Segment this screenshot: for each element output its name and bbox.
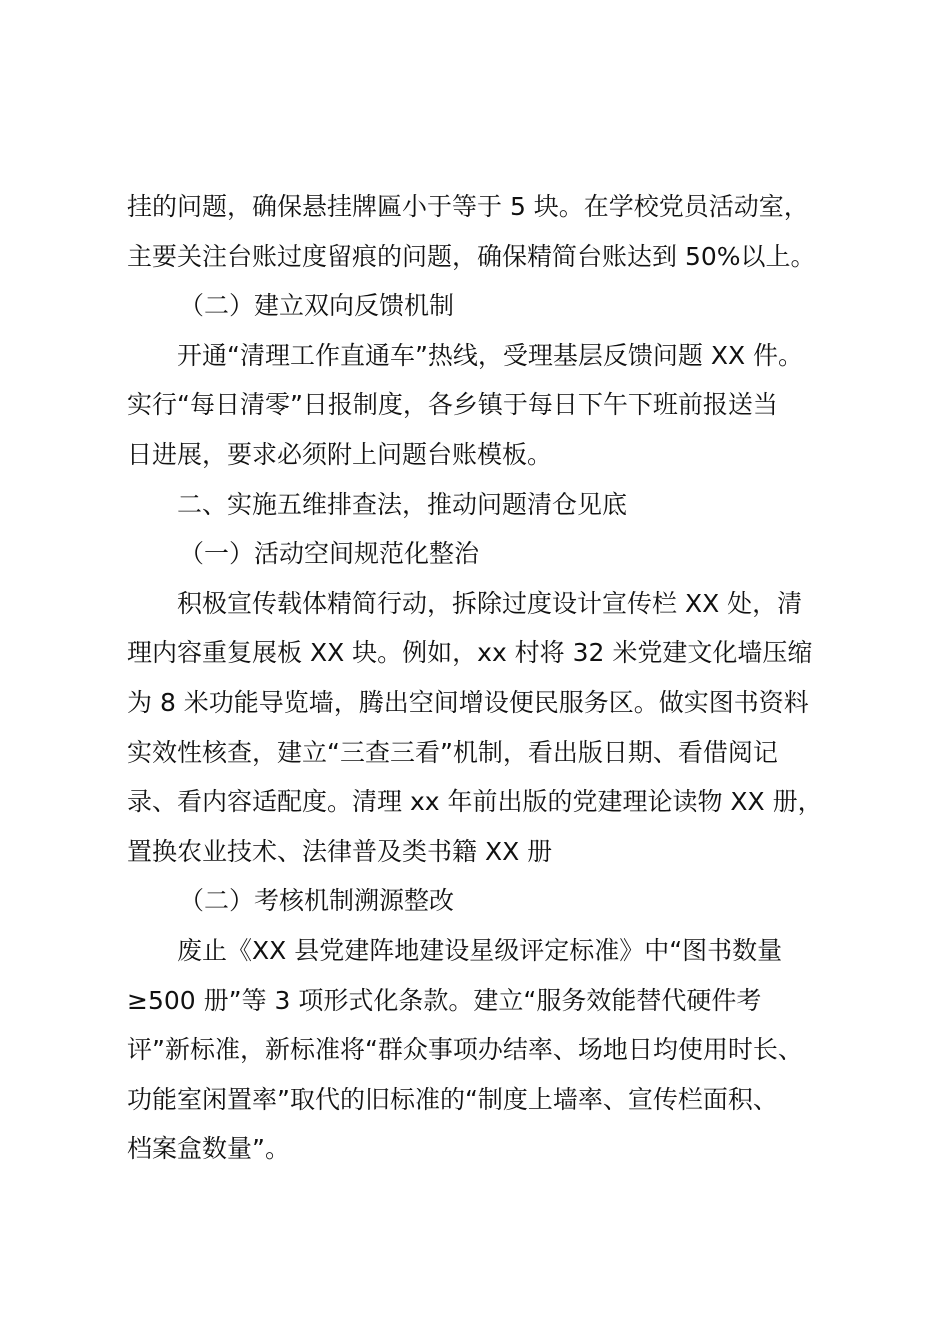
- body-text-line: 实效性核查，建立“三查三看”机制，看出版日期、看借阅记: [127, 737, 778, 767]
- body-text-line: 档案盒数量”。: [127, 1134, 290, 1164]
- body-text-line: 置换农业技术、法律普及类书籍 XX 册: [127, 836, 553, 866]
- body-text-line: 评”新标准，新标准将“群众事项办结率、场地日均使用时长、: [127, 1035, 803, 1065]
- body-text-line: 挂的问题，确保悬挂牌匾小于等于 5 块。在学校党员活动室，: [127, 192, 809, 221]
- paragraph-first-line: 废止《XX 县党建阵地建设星级评定标准》中“图书数量: [177, 935, 783, 965]
- body-text-line: 为 8 米功能导览墙，腾出空间增设便民服务区。做实图书资料: [127, 687, 809, 717]
- body-text-line: 功能室闲置率”取代的旧标准的“制度上墙率、宣传栏面积、: [127, 1084, 778, 1114]
- paragraph-first-line: 开通“清理工作直通车”热线，受理基层反馈问题 XX 件。: [177, 340, 804, 370]
- body-text-line: 主要关注台账过度留痕的问题，确保精简台账达到 50%以上。: [127, 241, 816, 271]
- paragraph-first-line: 积极宣传载体精简行动，拆除过度设计宣传栏 XX 处，清: [177, 588, 803, 618]
- section-heading: 二、实施五维排查法，推动问题清仓见底: [177, 489, 628, 519]
- body-text-line: 实行“每日清零”日报制度，各乡镇于每日下午下班前报送当: [127, 390, 778, 420]
- document-body: [127, 182, 839, 1174]
- body-text-line: ≥500 册”等 3 项形式化条款。建立“服务效能替代硬件考: [127, 985, 762, 1015]
- body-text-line: 日进展，要求必须附上问题台账模板。: [127, 439, 553, 469]
- subsection-heading: （二）建立双向反馈机制: [179, 291, 455, 321]
- subsection-heading: （一）活动空间规范化整治: [179, 539, 480, 569]
- body-text-line: 录、看内容适配度。清理 xx 年前出版的党建理论读物 XX 册，: [127, 787, 823, 817]
- subsection-heading: （二）考核机制溯源整改: [179, 886, 455, 916]
- body-text-line: 理内容重复展板 XX 块。例如，xx 村将 32 米党建文化墙压缩: [127, 638, 813, 668]
